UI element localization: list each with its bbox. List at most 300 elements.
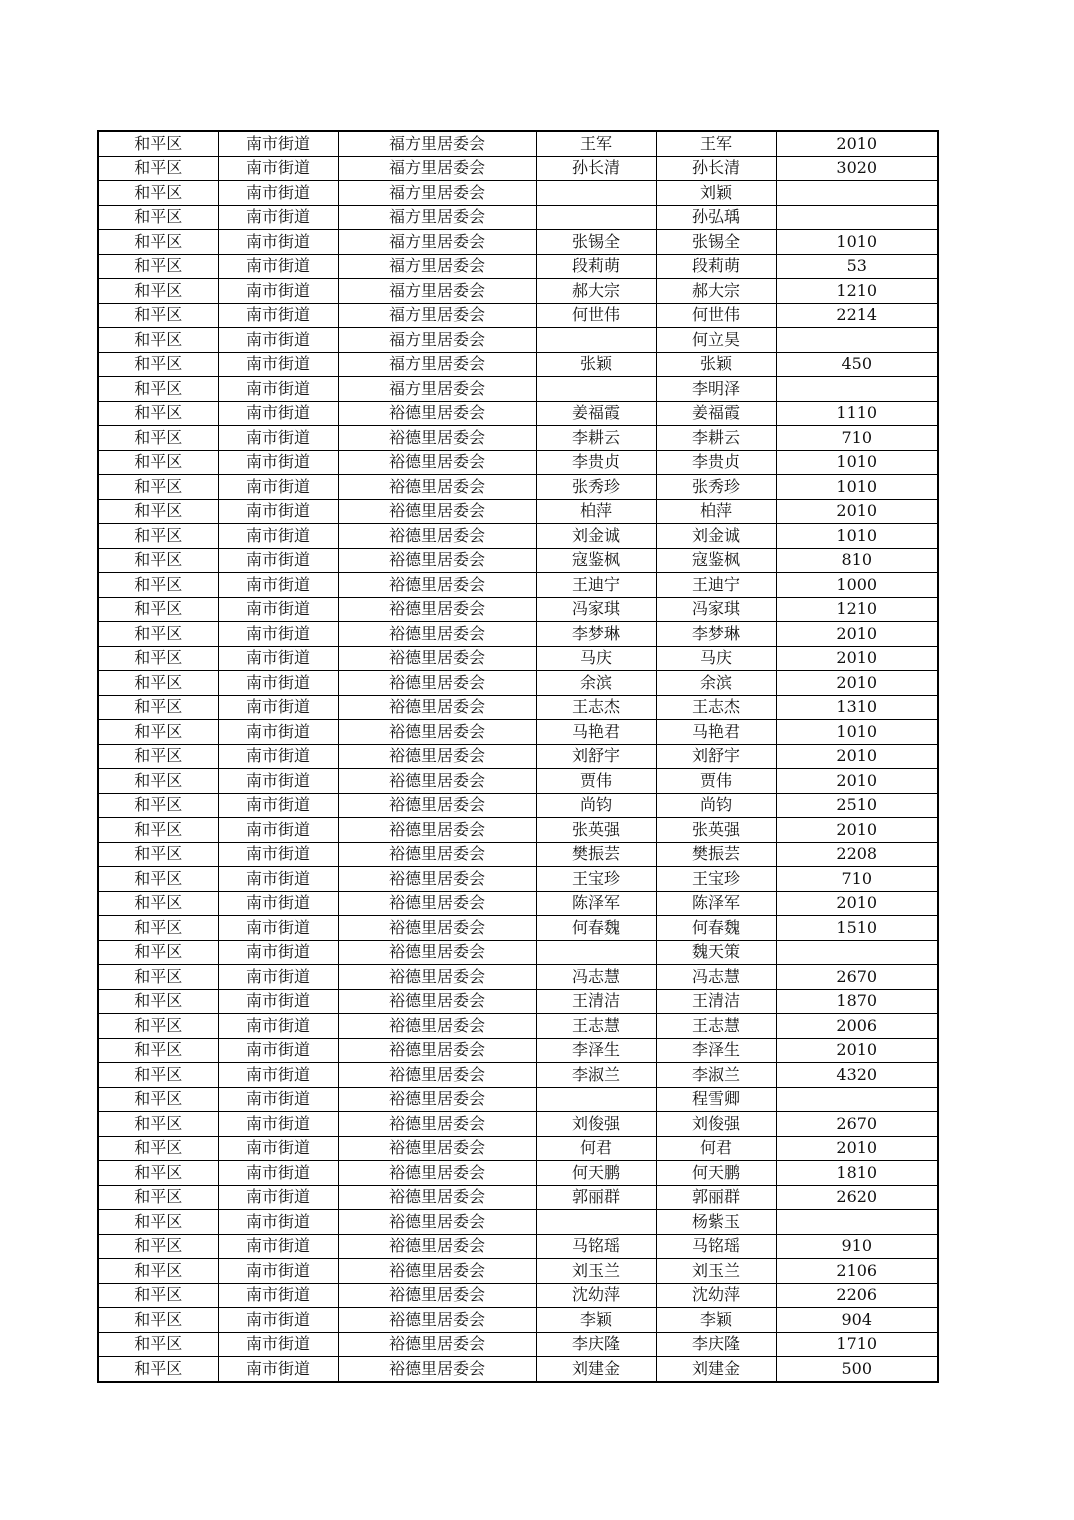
applicant-cell: 刘玉兰 (536, 1259, 656, 1284)
street-cell: 南市街道 (218, 303, 338, 328)
recipient-cell: 郝大宗 (656, 279, 776, 304)
street-cell: 南市街道 (218, 401, 338, 426)
table-row (98, 254, 938, 279)
district-cell: 和平区 (98, 328, 218, 353)
district-cell: 和平区 (98, 156, 218, 181)
recipient-cell: 刘建金 (656, 1357, 776, 1382)
amount-cell (776, 940, 938, 965)
table-row (98, 131, 938, 156)
district-cell: 和平区 (98, 475, 218, 500)
applicant-cell: 何世伟 (536, 303, 656, 328)
table-row (98, 573, 938, 598)
street-cell: 南市街道 (218, 254, 338, 279)
table-row (98, 1038, 938, 1063)
recipient-cell: 李耕云 (656, 426, 776, 451)
district-cell: 和平区 (98, 965, 218, 990)
amount-cell: 1210 (776, 597, 938, 622)
table-row (98, 793, 938, 818)
applicant-cell: 李贵贞 (536, 450, 656, 475)
applicant-cell: 郝大宗 (536, 279, 656, 304)
district-cell: 和平区 (98, 205, 218, 230)
amount-cell: 450 (776, 352, 938, 377)
amount-cell: 1000 (776, 573, 938, 598)
table-row (98, 1014, 938, 1039)
district-cell: 和平区 (98, 548, 218, 573)
district-cell: 和平区 (98, 279, 218, 304)
applicant-cell: 李淑兰 (536, 1063, 656, 1088)
table-row (98, 769, 938, 794)
street-cell: 南市街道 (218, 1332, 338, 1357)
table-row (98, 377, 938, 402)
table-row (98, 279, 938, 304)
amount-cell: 2010 (776, 671, 938, 696)
committee-cell: 福方里居委会 (338, 205, 536, 230)
street-cell: 南市街道 (218, 867, 338, 892)
table-row (98, 1332, 938, 1357)
amount-cell: 2010 (776, 1136, 938, 1161)
street-cell: 南市街道 (218, 744, 338, 769)
applicant-cell: 李颖 (536, 1308, 656, 1333)
recipient-cell: 姜福霞 (656, 401, 776, 426)
committee-cell: 裕德里居委会 (338, 818, 536, 843)
recipient-cell: 马庆 (656, 646, 776, 671)
applicant-cell: 王宝珍 (536, 867, 656, 892)
recipient-cell: 张锡全 (656, 230, 776, 255)
street-cell: 南市街道 (218, 426, 338, 451)
amount-cell (776, 377, 938, 402)
amount-cell: 2010 (776, 499, 938, 524)
applicant-cell: 姜福霞 (536, 401, 656, 426)
committee-cell: 裕德里居委会 (338, 499, 536, 524)
table-row (98, 499, 938, 524)
amount-cell: 2670 (776, 965, 938, 990)
amount-cell: 1010 (776, 524, 938, 549)
district-cell: 和平区 (98, 1357, 218, 1382)
district-cell: 和平区 (98, 1259, 218, 1284)
street-cell: 南市街道 (218, 916, 338, 941)
recipient-cell: 何春魏 (656, 916, 776, 941)
applicant-cell: 马庆 (536, 646, 656, 671)
applicant-cell: 尚钧 (536, 793, 656, 818)
recipient-cell: 孙长清 (656, 156, 776, 181)
recipient-cell: 寇鉴枫 (656, 548, 776, 573)
amount-cell: 1010 (776, 450, 938, 475)
table-row (98, 426, 938, 451)
table-row (98, 1357, 938, 1382)
recipient-cell: 刘金诚 (656, 524, 776, 549)
recipient-cell: 程雪卿 (656, 1087, 776, 1112)
committee-cell: 裕德里居委会 (338, 793, 536, 818)
recipient-cell: 余滨 (656, 671, 776, 696)
recipient-cell: 马艳君 (656, 720, 776, 745)
district-cell: 和平区 (98, 426, 218, 451)
recipient-cell: 张英强 (656, 818, 776, 843)
committee-cell: 裕德里居委会 (338, 475, 536, 500)
applicant-cell: 李梦琳 (536, 622, 656, 647)
street-cell: 南市街道 (218, 377, 338, 402)
recipient-cell: 樊振芸 (656, 842, 776, 867)
amount-cell (776, 181, 938, 206)
district-cell: 和平区 (98, 916, 218, 941)
district-cell: 和平区 (98, 1185, 218, 1210)
street-cell: 南市街道 (218, 1283, 338, 1308)
amount-cell: 1810 (776, 1161, 938, 1186)
street-cell: 南市街道 (218, 989, 338, 1014)
district-cell: 和平区 (98, 573, 218, 598)
applicant-cell: 马艳君 (536, 720, 656, 745)
district-cell: 和平区 (98, 793, 218, 818)
committee-cell: 裕德里居委会 (338, 989, 536, 1014)
street-cell: 南市街道 (218, 1038, 338, 1063)
table-row (98, 450, 938, 475)
committee-cell: 裕德里居委会 (338, 940, 536, 965)
street-cell: 南市街道 (218, 205, 338, 230)
amount-cell: 1510 (776, 916, 938, 941)
district-cell: 和平区 (98, 744, 218, 769)
committee-cell: 裕德里居委会 (338, 842, 536, 867)
recipient-cell: 马铭瑶 (656, 1234, 776, 1259)
committee-cell: 裕德里居委会 (338, 1038, 536, 1063)
committee-cell: 裕德里居委会 (338, 597, 536, 622)
applicant-cell: 段莉萌 (536, 254, 656, 279)
applicant-cell: 樊振芸 (536, 842, 656, 867)
district-cell: 和平区 (98, 352, 218, 377)
table-row (98, 1259, 938, 1284)
amount-cell: 2010 (776, 646, 938, 671)
amount-cell: 2010 (776, 131, 938, 156)
street-cell: 南市街道 (218, 279, 338, 304)
amount-cell: 2206 (776, 1283, 938, 1308)
amount-cell: 2620 (776, 1185, 938, 1210)
table-row (98, 720, 938, 745)
applicant-cell: 王迪宁 (536, 573, 656, 598)
district-cell: 和平区 (98, 720, 218, 745)
district-cell: 和平区 (98, 1136, 218, 1161)
applicant-cell: 张颖 (536, 352, 656, 377)
street-cell: 南市街道 (218, 1185, 338, 1210)
street-cell: 南市街道 (218, 156, 338, 181)
table-row (98, 1087, 938, 1112)
data-table (97, 130, 939, 1383)
amount-cell: 2106 (776, 1259, 938, 1284)
recipient-cell: 刘俊强 (656, 1112, 776, 1137)
district-cell: 和平区 (98, 671, 218, 696)
amount-cell: 1210 (776, 279, 938, 304)
committee-cell: 裕德里居委会 (338, 1259, 536, 1284)
committee-cell: 福方里居委会 (338, 254, 536, 279)
committee-cell: 福方里居委会 (338, 352, 536, 377)
recipient-cell: 李庆隆 (656, 1332, 776, 1357)
amount-cell (776, 1210, 938, 1235)
table-row (98, 695, 938, 720)
district-cell: 和平区 (98, 524, 218, 549)
committee-cell: 裕德里居委会 (338, 769, 536, 794)
amount-cell: 2010 (776, 891, 938, 916)
recipient-cell: 何天鹏 (656, 1161, 776, 1186)
district-cell: 和平区 (98, 1014, 218, 1039)
district-cell: 和平区 (98, 401, 218, 426)
table-row (98, 867, 938, 892)
applicant-cell: 孙长清 (536, 156, 656, 181)
table-row (98, 597, 938, 622)
recipient-cell: 何立昊 (656, 328, 776, 353)
applicant-cell: 刘舒宇 (536, 744, 656, 769)
recipient-cell: 贾伟 (656, 769, 776, 794)
table-row (98, 548, 938, 573)
district-cell: 和平区 (98, 769, 218, 794)
committee-cell: 裕德里居委会 (338, 524, 536, 549)
street-cell: 南市街道 (218, 328, 338, 353)
district-cell: 和平区 (98, 254, 218, 279)
amount-cell: 2010 (776, 818, 938, 843)
committee-cell: 裕德里居委会 (338, 573, 536, 598)
recipient-cell: 李泽生 (656, 1038, 776, 1063)
district-cell: 和平区 (98, 989, 218, 1014)
applicant-cell: 柏萍 (536, 499, 656, 524)
applicant-cell: 贾伟 (536, 769, 656, 794)
applicant-cell (536, 940, 656, 965)
street-cell: 南市街道 (218, 1136, 338, 1161)
street-cell: 南市街道 (218, 769, 338, 794)
applicant-cell: 寇鉴枫 (536, 548, 656, 573)
table-row (98, 744, 938, 769)
committee-cell: 裕德里居委会 (338, 1136, 536, 1161)
applicant-cell: 王志慧 (536, 1014, 656, 1039)
committee-cell: 裕德里居委会 (338, 916, 536, 941)
amount-cell: 710 (776, 867, 938, 892)
recipient-cell: 张颖 (656, 352, 776, 377)
amount-cell: 2670 (776, 1112, 938, 1137)
recipient-cell: 魏天策 (656, 940, 776, 965)
committee-cell: 福方里居委会 (338, 328, 536, 353)
recipient-cell: 何君 (656, 1136, 776, 1161)
recipient-cell: 何世伟 (656, 303, 776, 328)
applicant-cell: 李泽生 (536, 1038, 656, 1063)
district-cell: 和平区 (98, 891, 218, 916)
recipient-cell: 刘玉兰 (656, 1259, 776, 1284)
committee-cell: 裕德里居委会 (338, 1357, 536, 1382)
committee-cell: 裕德里居委会 (338, 1210, 536, 1235)
street-cell: 南市街道 (218, 842, 338, 867)
amount-cell: 500 (776, 1357, 938, 1382)
recipient-cell: 李贵贞 (656, 450, 776, 475)
applicant-cell (536, 181, 656, 206)
applicant-cell: 刘俊强 (536, 1112, 656, 1137)
street-cell: 南市街道 (218, 230, 338, 255)
street-cell: 南市街道 (218, 1112, 338, 1137)
recipient-cell: 李颖 (656, 1308, 776, 1333)
street-cell: 南市街道 (218, 597, 338, 622)
recipient-cell: 尚钧 (656, 793, 776, 818)
amount-cell: 2010 (776, 1038, 938, 1063)
district-cell: 和平区 (98, 695, 218, 720)
district-cell: 和平区 (98, 818, 218, 843)
table-row (98, 622, 938, 647)
committee-cell: 裕德里居委会 (338, 1112, 536, 1137)
applicant-cell (536, 1210, 656, 1235)
district-cell: 和平区 (98, 181, 218, 206)
district-cell: 和平区 (98, 1087, 218, 1112)
table-row (98, 352, 938, 377)
street-cell: 南市街道 (218, 1210, 338, 1235)
applicant-cell: 李耕云 (536, 426, 656, 451)
amount-cell: 3020 (776, 156, 938, 181)
applicant-cell: 刘建金 (536, 1357, 656, 1382)
table-row (98, 205, 938, 230)
amount-cell: 1310 (776, 695, 938, 720)
table-row (98, 940, 938, 965)
applicant-cell: 王军 (536, 131, 656, 156)
applicant-cell: 何天鹏 (536, 1161, 656, 1186)
committee-cell: 裕德里居委会 (338, 1014, 536, 1039)
street-cell: 南市街道 (218, 1234, 338, 1259)
committee-cell: 裕德里居委会 (338, 744, 536, 769)
amount-cell: 2214 (776, 303, 938, 328)
committee-cell: 裕德里居委会 (338, 891, 536, 916)
applicant-cell (536, 1087, 656, 1112)
street-cell: 南市街道 (218, 475, 338, 500)
applicant-cell: 李庆隆 (536, 1332, 656, 1357)
applicant-cell: 陈泽军 (536, 891, 656, 916)
street-cell: 南市街道 (218, 646, 338, 671)
amount-cell: 1870 (776, 989, 938, 1014)
district-cell: 和平区 (98, 1112, 218, 1137)
recipient-cell: 孙弘瑀 (656, 205, 776, 230)
amount-cell: 910 (776, 1234, 938, 1259)
district-cell: 和平区 (98, 1161, 218, 1186)
applicant-cell (536, 328, 656, 353)
committee-cell: 裕德里居委会 (338, 1087, 536, 1112)
street-cell: 南市街道 (218, 671, 338, 696)
table-row (98, 1308, 938, 1333)
committee-cell: 裕德里居委会 (338, 450, 536, 475)
street-cell: 南市街道 (218, 181, 338, 206)
district-cell: 和平区 (98, 1308, 218, 1333)
table-row (98, 1161, 938, 1186)
district-cell: 和平区 (98, 1332, 218, 1357)
street-cell: 南市街道 (218, 524, 338, 549)
table-row (98, 1112, 938, 1137)
applicant-cell: 张秀珍 (536, 475, 656, 500)
district-cell: 和平区 (98, 131, 218, 156)
amount-cell (776, 205, 938, 230)
applicant-cell: 张锡全 (536, 230, 656, 255)
district-cell: 和平区 (98, 646, 218, 671)
applicant-cell: 冯志慧 (536, 965, 656, 990)
committee-cell: 福方里居委会 (338, 377, 536, 402)
amount-cell: 904 (776, 1308, 938, 1333)
recipient-cell: 刘颖 (656, 181, 776, 206)
amount-cell: 1010 (776, 720, 938, 745)
street-cell: 南市街道 (218, 131, 338, 156)
recipient-cell: 李淑兰 (656, 1063, 776, 1088)
street-cell: 南市街道 (218, 1259, 338, 1284)
table-body (98, 131, 938, 1382)
committee-cell: 裕德里居委会 (338, 401, 536, 426)
table-row (98, 230, 938, 255)
committee-cell: 福方里居委会 (338, 156, 536, 181)
amount-cell: 2510 (776, 793, 938, 818)
street-cell: 南市街道 (218, 622, 338, 647)
street-cell: 南市街道 (218, 499, 338, 524)
street-cell: 南市街道 (218, 695, 338, 720)
district-cell: 和平区 (98, 842, 218, 867)
table-row (98, 401, 938, 426)
committee-cell: 裕德里居委会 (338, 1332, 536, 1357)
street-cell: 南市街道 (218, 1308, 338, 1333)
recipient-cell: 沈幼萍 (656, 1283, 776, 1308)
table-row (98, 1283, 938, 1308)
table-row (98, 646, 938, 671)
table-row (98, 1185, 938, 1210)
recipient-cell: 冯志慧 (656, 965, 776, 990)
committee-cell: 福方里居委会 (338, 230, 536, 255)
table-row (98, 965, 938, 990)
recipient-cell: 王志杰 (656, 695, 776, 720)
district-cell: 和平区 (98, 940, 218, 965)
table-row (98, 916, 938, 941)
amount-cell: 2208 (776, 842, 938, 867)
amount-cell: 1110 (776, 401, 938, 426)
table-row (98, 1234, 938, 1259)
amount-cell: 2010 (776, 744, 938, 769)
committee-cell: 裕德里居委会 (338, 965, 536, 990)
applicant-cell (536, 205, 656, 230)
table-row (98, 1210, 938, 1235)
table-row (98, 181, 938, 206)
recipient-cell: 郭丽群 (656, 1185, 776, 1210)
applicant-cell: 郭丽群 (536, 1185, 656, 1210)
amount-cell: 1010 (776, 475, 938, 500)
district-cell: 和平区 (98, 1038, 218, 1063)
committee-cell: 裕德里居委会 (338, 1161, 536, 1186)
street-cell: 南市街道 (218, 450, 338, 475)
recipient-cell: 刘舒宇 (656, 744, 776, 769)
district-cell: 和平区 (98, 450, 218, 475)
applicant-cell: 马铭瑶 (536, 1234, 656, 1259)
committee-cell: 福方里居委会 (338, 181, 536, 206)
street-cell: 南市街道 (218, 1087, 338, 1112)
applicant-cell: 冯家琪 (536, 597, 656, 622)
district-cell: 和平区 (98, 1234, 218, 1259)
applicant-cell: 何春魏 (536, 916, 656, 941)
district-cell: 和平区 (98, 1063, 218, 1088)
applicant-cell: 沈幼萍 (536, 1283, 656, 1308)
recipient-cell: 李明泽 (656, 377, 776, 402)
table-row (98, 1063, 938, 1088)
recipient-cell: 张秀珍 (656, 475, 776, 500)
street-cell: 南市街道 (218, 1161, 338, 1186)
district-cell: 和平区 (98, 377, 218, 402)
amount-cell: 810 (776, 548, 938, 573)
street-cell: 南市街道 (218, 818, 338, 843)
table-row (98, 156, 938, 181)
recipient-cell: 杨紫玉 (656, 1210, 776, 1235)
applicant-cell: 刘金诚 (536, 524, 656, 549)
committee-cell: 裕德里居委会 (338, 646, 536, 671)
table-row (98, 989, 938, 1014)
amount-cell: 2010 (776, 769, 938, 794)
committee-cell: 裕德里居委会 (338, 1234, 536, 1259)
applicant-cell: 王志杰 (536, 695, 656, 720)
street-cell: 南市街道 (218, 891, 338, 916)
committee-cell: 裕德里居委会 (338, 695, 536, 720)
table-row (98, 303, 938, 328)
committee-cell: 裕德里居委会 (338, 867, 536, 892)
street-cell: 南市街道 (218, 965, 338, 990)
amount-cell: 4320 (776, 1063, 938, 1088)
street-cell: 南市街道 (218, 720, 338, 745)
